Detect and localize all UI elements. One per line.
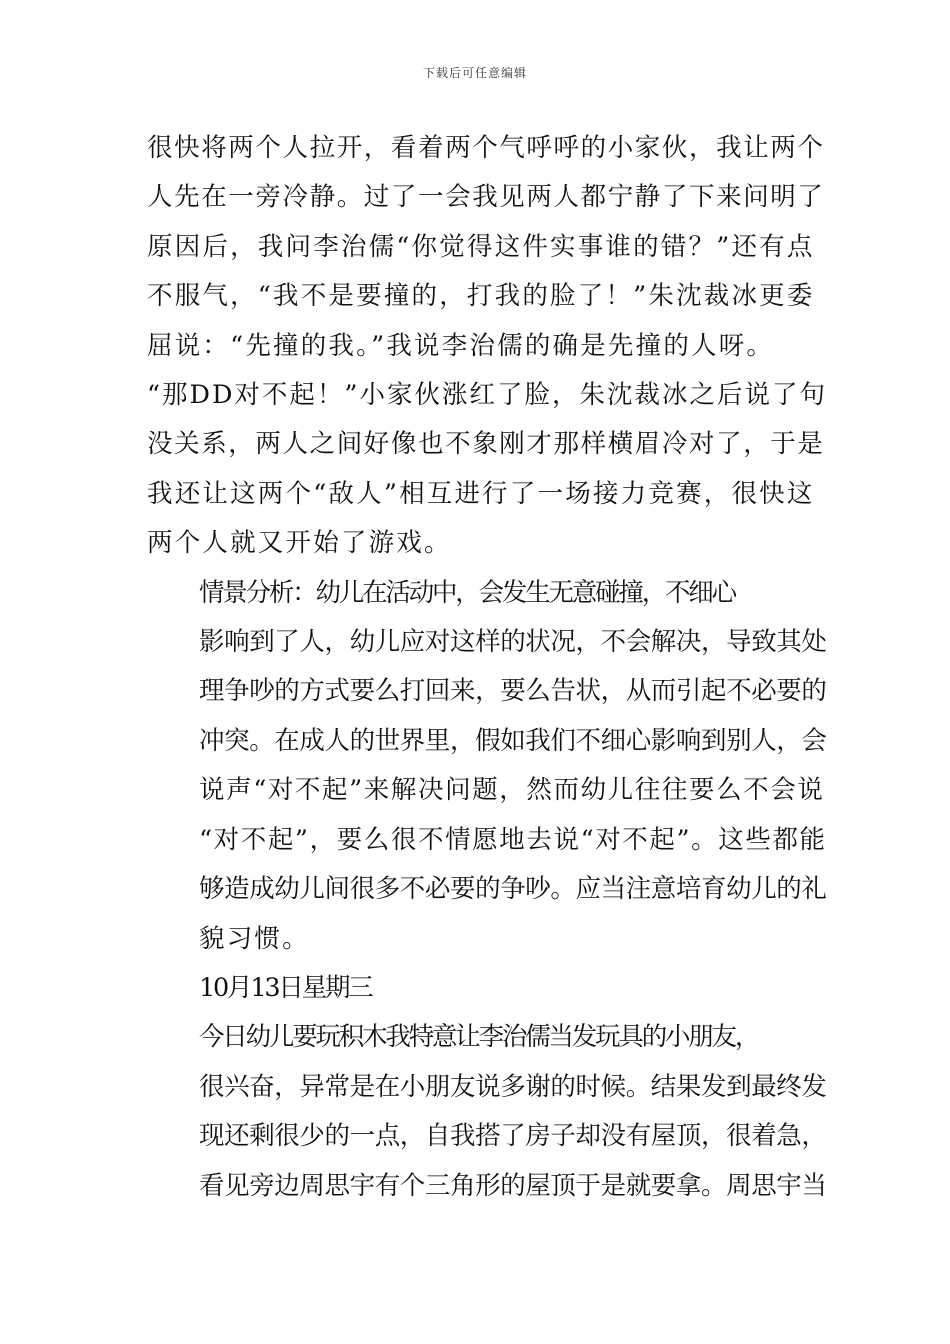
text-line: 够造成幼儿间很多不必要的争吵。应当注意培育幼儿的礼: [199, 874, 827, 905]
text-line: 原因后，我问李治儒“你觉得这件实事谁的错？”还有点: [147, 231, 815, 262]
text-line: 影响到了人，幼儿应对这样的状况，不会解决，导致其处: [199, 627, 827, 658]
date-line: 10月13日星期三: [199, 972, 372, 1003]
text-line: 今日幼儿要玩积木我特意让李治儒当发玩具的小朋友，: [199, 1022, 759, 1053]
text-line: 两个人就又开始了游戏。: [147, 528, 452, 559]
date-heading: [147, 964, 827, 1013]
paragraph-conflict-story: [147, 124, 827, 569]
text-line: “那DD对不起！”小家伙涨红了脸，朱沈裁冰之后说了句: [147, 380, 827, 411]
paragraph-situation-analysis: [147, 569, 827, 964]
text-line: 很快将两个人拉开，看着两个气呼呼的小家伙，我让两个: [147, 133, 825, 163]
text-line: 现还剩很少的一点，自我搭了房子却没有屋顶，很着急，: [199, 1121, 827, 1152]
text-line: 没关系，两人之间好像也不象刚才那样横眉冷对了，于是: [147, 429, 825, 460]
text-line: 不服气，“我不是要撞的，打我的脸了！”朱沈裁冰更委: [147, 281, 815, 312]
text-line: 屈说：“先撞的我。”我说李治儒的确是先撞的人呀。: [147, 330, 775, 361]
text-line: 理争吵的方式要么打回来，要么告状，从而引起不必要的: [199, 676, 827, 707]
text-line: 看见旁边周思宇有个三角形的屋顶于是就要拿。周思宇当: [199, 1170, 827, 1201]
text-line: 很兴奋，异常是在小朋友说多谢的时候。结果发到最终发: [199, 1071, 827, 1102]
text-line: “对不起”，要么很不情愿地去说“对不起”。这些都能: [199, 824, 827, 855]
text-line: 冲突。在成人的世界里，假如我们不细心影响到别人，会: [199, 725, 827, 756]
text-line: 说声“对不起”来解决问题，然而幼儿往往要么不会说: [199, 775, 825, 806]
text-line: 人先在一旁冷静。过了一会我见两人都宁静了下来问明了: [147, 182, 825, 213]
document-body: [147, 124, 827, 1211]
text-line: 情景分析：幼儿在活动中，会发生无意碰撞，不细心: [199, 577, 735, 608]
text-line: 貌习惯。: [199, 923, 310, 954]
text-line: 我还让这两个“敌人”相互进行了一场接力竞赛，很快这: [147, 478, 815, 509]
page-header: 下载后可任意编辑: [422, 66, 527, 80]
paragraph-blocks-story: [147, 1013, 827, 1211]
